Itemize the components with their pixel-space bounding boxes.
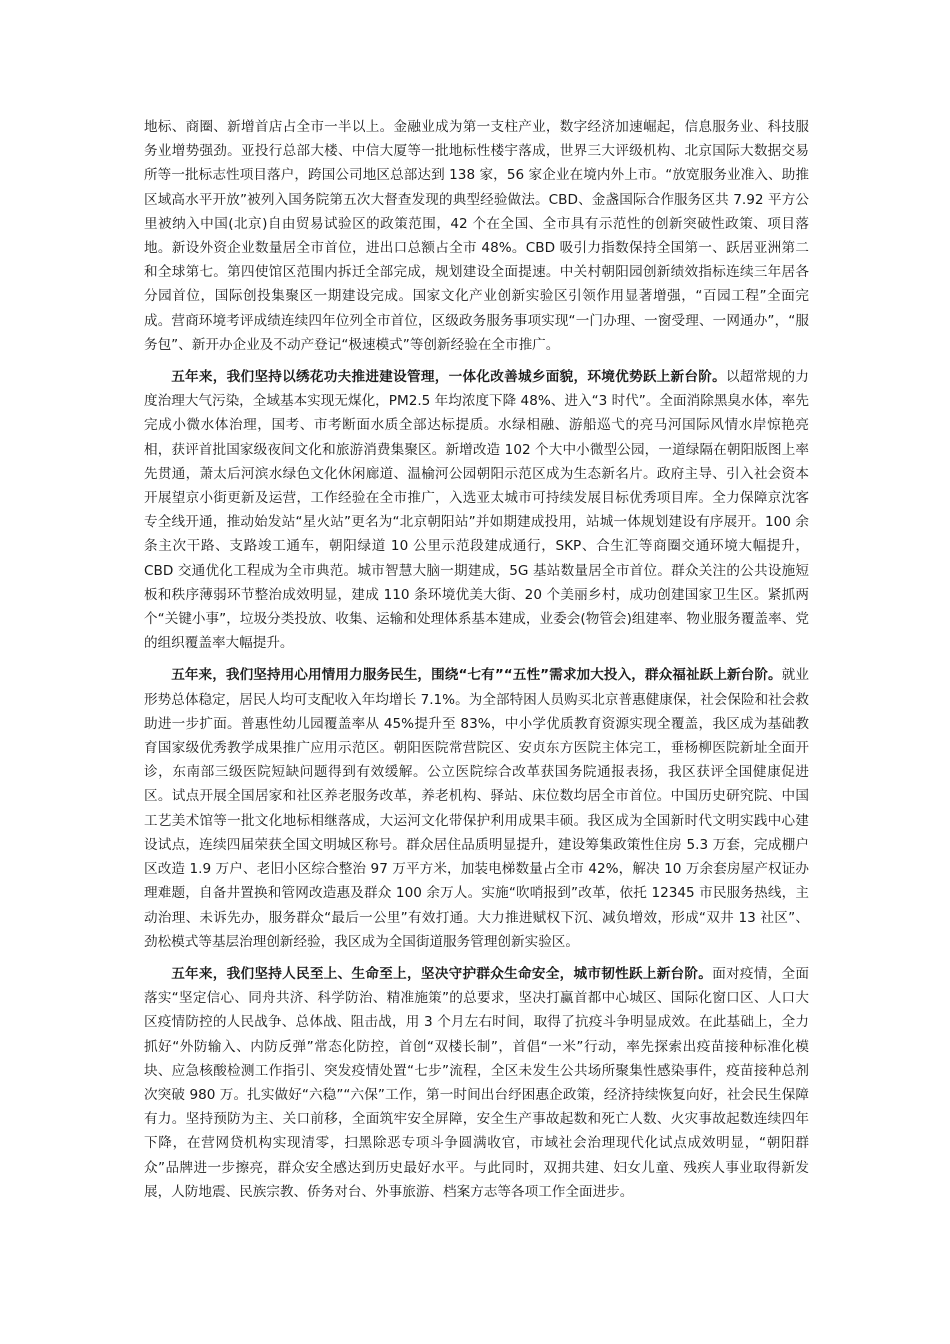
paragraph-3-body: 就业形势总体稳定，居民人均可支配收入年均增长 7.1%。为全部特困人员购买北京普惠健康保，社会保险和社会救助进一步扩面。普惠性幼儿园覆盖率从 45%提升至 83%，中小学优质教育资源实现全覆盖，我区成为基础教育国家级优秀教学成果推广应用示范区。朝阳医院常营院区、安贞东方医院主体完工，垂杨柳医院新址全面开诊，东南部三级医院短缺问题得到有效缓解。公立医院综合改革获国务院通报表扬，我区获评全国健康促进区。试点开展全国居家和社区养老服务改革，养老机构、驿站、床位数均居全市首位。中国历史研究院、中国工艺美术馆等一批文化地标相继落成，大运河文化带保护利用成果丰硕。我区成为全国新时代文明实践中心建设试点，连续四届荣获全国文明城区称号。群众居住品质明显提升，建设筹集政策性住房 5.3 万套，完成棚户区改造 1.9 万户、老旧小区综合整治 97 万平方米，加装电梯数量占全市 42%，解决 10 万余套房屋产权证办理难题，自备井置换和管网改造惠及群众 100 余万人。实施“吹哨报到”改革，依托 12345 市民服务热线，主动治理、未诉先办，服务群众“最后一公里”有效打通。大力推进赋权下沉、减负增效，形成“双井 13 社区”、劲松模式等基层治理创新经验，我区成为全国街道服务管理创新实验区。 (144, 667, 810, 950)
paragraph-4 (144, 962, 809, 1204)
paragraph-3-lead: 五年来，我们坚持用心用情用力服务民生，围绕“七有”“五性”需求加大投入，群众福祉跃上新台阶。 (171, 667, 782, 684)
paragraph-2-body: 以超常规的力度治理大气污染，全域基本实现无煤化，PM2.5 年均浓度下降 48%、进入“3 时代”。全面消除黑臭水体，率先完成小微水体治理，国考、市考断面水质全部达标提质。水绿相融、游船巡弋的亮马河国际风情水岸惊艳亮相，获评首批国家级夜间文化和旅游消费集聚区。新增改造 102 个大中小微型公园，一道绿隔在朝阳版图上率先贯通，萧太后河滨水绿色文化休闲廊道、温榆河公园朝阳示范区成为生态新名片。政府主导、引入社会资本开展望京小街更新及运营，工作经验在全市推广，入选亚太城市可持续发展目标优秀项目库。全力保障京沈客专全线开通，推动始发站“星火站”更名为“北京朝阳站”并如期建成投用，站城一体规划建设有序展开。100 余条主次干路、支路竣工通车，朝阳绿道 10 公里示范段建成通行，SKP、合生汇等商圈交通环境大幅提升，CBD 交通优化工程成为全市典范。城市智慧大脑一期建成，5G 基站数量居全市首位。群众关注的公共设施短板和秩序薄弱环节整治成效明显，建成 110 条环境优美大街、20 个美丽乡村，成功创建国家卫生区。紧抓两个“关键小事”，垃圾分类投放、收集、运输和处理体系基本建成，业委会(物管会)组建率、物业服务覆盖率、党的组织覆盖率大幅提升。 (144, 369, 809, 652)
paragraph-4-lead: 五年来，我们坚持人民至上、生命至上，坚决守护群众生命安全，城市韧性跃上新台阶。 (171, 965, 713, 982)
paragraph-2 (144, 365, 809, 655)
paragraph-4-body: 面对疫情，全面落实“坚定信心、同舟共济、科学防治、精准施策”的总要求，坚决打赢首都中心城区、国际化窗口区、人口大区疫情防控的人民战争、总体战、阻击战，用 3 个月左右时间，取得了抗疫斗争明显成效。在此基础上，全力抓好“外防输入、内防反弹”常态化防控，首创“双楼长制”，首倡“一米”行动，率先探索出疫苗接种标准化模块、应急核酸检测工作指引、突发疫情处置“七步”流程，全区未发生公共场所聚集性感染事件，疫苗接种总剂次突破 980 万。扎实做好“六稳”“六保”工作，第一时间出台纾困惠企政策，经济持续恢复向好，社会民生保障有力。坚持预防为主、关口前移，全面筑牢安全屏障，安全生产事故起数和死亡人数、火灾事故起数连续四年下降，在营网贷机构实现清零，扫黑除恶专项斗争圆满收官，市域社会治理现代化试点成效明显，“朝阳群众”品牌进一步擦亮，群众安全感达到历史最好水平。与此同时，双拥共建、妇女儿童、残疾人事业取得新发展，人防地震、民族宗教、侨务对台、外事旅游、档案方志等各项工作全面进步。 (144, 965, 810, 1200)
paragraph-1-body: 地标、商圈、新增首店占全市一半以上。金融业成为第一支柱产业，数字经济加速崛起，信息服务业、科技服务业增势强劲。亚投行总部大楼、中信大厦等一批地标性楼宇落成，世界三大评级机构、北京国际大数据交易所等一批标志性项目落户，跨国公司地区总部达到 138 家，56 家企业在境内外上市。“放宽服务业准入、助推区域高水平开放”被列入国务院第五次大督查发现的典型经验做法。CBD、金盏国际合作服务区共 7.92 平方公里被纳入中国(北京)自由贸易试验区的政策范围，42 个在全国、全市具有示范性的创新突破性政策、项目落地。新设外资企业数量居全市首位，进出口总额占全市 48%。CBD 吸引力指数保持全国第一、跃居亚洲第二和全球第七。第四使馆区范围内拆迁全部完成，规划建设全面提速。中关村朝阳园创新绩效指标连续三年居各分园首位，国际创投集聚区一期建设完成。国家文化产业创新实验区引领作用显著增强，“百园工程”全面完成。营商环境考评成绩连续四年位列全市首位，区级政务服务事项实现“一门办理、一窗受理、一网通办”，“服务包”、新开办企业及不动产登记“极速模式”等创新经验在全市推广。 (144, 119, 809, 353)
paragraph-3 (144, 663, 809, 953)
document-page (144, 115, 809, 1204)
paragraph-2-lead: 五年来，我们坚持以绣花功夫推进建设管理，一体化改善城乡面貌，环境优势跃上新台阶。 (171, 369, 727, 386)
paragraph-1 (144, 115, 809, 357)
